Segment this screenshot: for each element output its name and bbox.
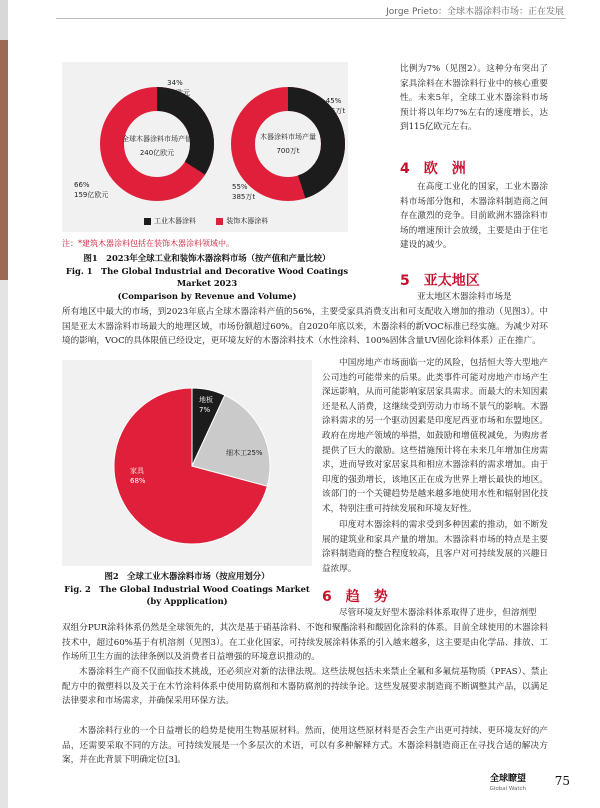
figure2-caption: 图2 全球工业木器涂料市场（按应用划分） Fig. 2 The Global Industrial Wood Coatings Market (by Appplication)	[64, 571, 310, 606]
footer-brand: 全球瞭望 Global Watch	[489, 774, 526, 792]
section5-body-full: 所有地区中最大的市场，到2023年底占全球木器涂料产值的56%，主要受家具消费支出和可支配收入增加的推动（见图3）。中国是亚太木器涂料市场最大的地理区域，市场份额超过60%。自2020年底以来，木器涂料的新VOC标准已经实施。为减少对环境的影响，VOC的具体限值已经设定，更环境友好的木器涂料技术（水性涂料、100%固体含量UV固化涂料体系）正在推广。	[62, 307, 548, 347]
figure2-pie	[62, 360, 312, 566]
pie-label-floor: 地板 7%	[199, 396, 213, 414]
value-donut-center: 全球木器涂料市场产值 240亿欧元	[122, 135, 192, 157]
value-decorative-label: 66% 159亿欧元	[74, 181, 109, 199]
page-number: 75	[554, 774, 570, 788]
pie-label-joinery: 细木工25%	[226, 449, 263, 457]
legend-decorative-swatch	[216, 218, 223, 225]
value-industrial-label: 34% 81亿欧元	[160, 79, 190, 97]
section5-india-paragraph: 印度对木器涂料的需求受到多种因素的推动，如不断发展的建筑业和家具产量的增加。木器涂料市场的特点是主要涂料制造商的整合程度较高，且客户对可持续发展的兴趣日益浓厚。	[322, 520, 548, 574]
running-header: Jorge Prieto：全球木器涂料市场：正在发展	[386, 7, 564, 17]
volume-donut-center: 木器涂料市场产量 700万t	[260, 133, 316, 155]
section6-para2: 木器涂料生产商不仅面临技术挑战，还必须应对新的法律法规。这些法规包括未来禁止全氟和多氟烷基物质（PFAS）、禁止配方中的微塑料以及关于在木竹涂料体系中使用防腐剂和木器防腐剂的持续争论。这些发展要求制造商不断调整其产品，以满足法律要求和市场需求，并确保采用环保方法。	[62, 667, 548, 707]
section6-para1: 双组分PUR涂料体系仍然是全球领先的，其次是基于硝基涂料、不饱和聚酯涂料和酸固化涂料的体系。目前全球使用的木器涂料技术中，超过60%基于有机溶剂（见图3）。在工业化国家，可持续发展涂料体系的引入越来越多，这主要是由化学品、排放、工作场所卫生方面的法律条例以及消费者日益增强的环境意识推动的。	[62, 623, 548, 663]
section6-para1-start: 尽管环境友好型木器涂料体系取得了进步，但溶剂型	[339, 608, 537, 618]
figure1-caption: 图1 2023年全球工业和装饰木器涂料市场（按产值和产量比较） Fig. 1 The Global Industrial and Decorative Wood Coatings Market 2023 (Comparison by Revenue and Volume)	[65, 253, 349, 301]
section5-title: 5 亚太地区	[400, 273, 480, 289]
header-rule	[56, 18, 566, 19]
section5-china-paragraph: 中国房地产市场面临一定的风险，包括恒大等大型地产公司违约可能带来的后果。此类事件可能对房地产市场产生深远影响，从而可能影响家居家具需求。而最大的未知因素还是私人消费，这继续受到劳动力市场不景气的影响。木器涂料需求的另一个驱动因素是印度尼西亚市场和东盟地区。政府在房地产领域的举措，如鼓励和增值税减免，为购房者提供了巨大的激励。这些措施预计将在未来几年增加住房需求，进而导致对家居家具和相应木器涂料的需求增加。由于印度的强劲增长，该地区正在成为世界上增长最快的地区。该部门的一个关键趋势是越来越多地使用水性和辐射固化技术，特别注重可持续发展和环境友好性。	[322, 358, 548, 514]
figure1-note: 注：*建筑木器涂料包括在装饰木器涂料领域中。	[62, 239, 234, 248]
section5-body-start: 亚太地区木器涂料市场是	[417, 292, 512, 302]
volume-decorative-label: 55% 385万t	[232, 183, 256, 201]
right-column-intro: 比例为7%（见图2）。这种分布突出了家具涂料在木器涂料行业中的核心重要性。未来5年，全球工业木器涂料市场预计将以年均7%左右的速度增长，达到115亿欧元左右。	[400, 64, 548, 133]
volume-industrial-label: 45% 315万t	[322, 97, 346, 115]
page-edge-strip	[0, 0, 8, 808]
legend-industrial-swatch	[144, 218, 151, 225]
section6-title: 6 趋 势	[322, 589, 388, 605]
section6-para3: 木器涂料行业的一个日益增长的趋势是使用生物基原材料。然而，使用这些原材料是否会生产出更可持续、更环境友好的产品，还需要采取不同的方法。可持续发展是一个多层次的术语，可以有多种解释方式。木器涂料制造商正在寻找合适的解决方案，并在此背景下明确定位[3]。	[62, 726, 548, 766]
pie-label-furniture: 家具 68%	[130, 467, 146, 485]
section4-title: 4 欧 洲	[400, 161, 466, 177]
section4-body: 在高度工业化的国家，工业木器涂料市场部分饱和，木器涂料制造商之间存在激烈的竞争。目前欧洲木器涂料市场的增速预计会放缓，主要是由于住宅建设的减少。	[400, 182, 548, 251]
figure1-legend: 工业木器涂料 装饰木器涂料	[144, 216, 268, 226]
